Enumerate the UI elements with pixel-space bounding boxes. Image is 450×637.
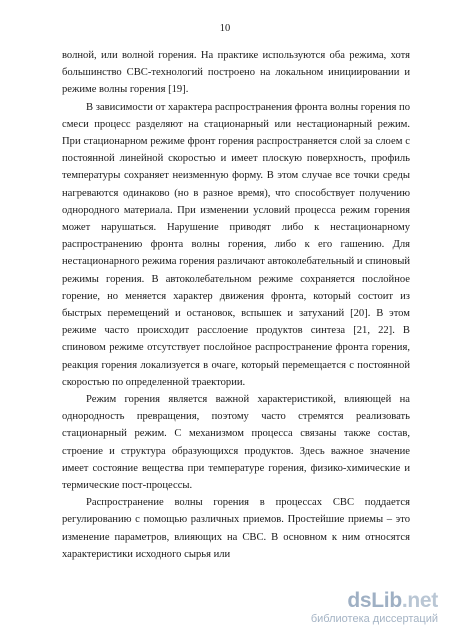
watermark bbox=[290, 589, 440, 629]
paragraph-3: Режим горения является важной характеристикой, влияющей на однородность превращения, поэтому часто стремятся реализовать стационарный режим. С механизмом процесса связаны также состав, строение и структура образующихся продуктов. Здесь важное значение имеет состояние вещества при температуре горения, физико-химические и термические пост-процессы. bbox=[62, 394, 410, 492]
watermark-logo-suffix: .net bbox=[401, 589, 438, 612]
paragraph-1: волной, или волной горения. На практике используются оба режима, хотя большинство СВС-технологий построено на локальном инициировании и режиме волны горения [19]. bbox=[62, 50, 410, 96]
page-number: 10 bbox=[219, 23, 231, 34]
paragraph-2: В зависимости от характера распространения фронта волны горения по смеси процесс разделяют на стационарный или нестационарный режим. При стационарном режиме фронт горения распространяется слой за слоем с постоянной линейной скоростью и имеет плоскую поверхность, профиль температуры сохраняет неизменную форму. В этом случае все точки среды нагреваются одинаково (но в разное время), что способствует получению однородного материала. При изменении условий процесса режим горения может нарушаться. Нарушение приводят либо к нестационарному распространению фронта волны горения, либо к его гашению. Для нестационарного режима горения различают автоколебательный и спиновый режимы горения. В автоколебательном режиме сохраняется послойное горение, но меняется характер движения фронта, который состоит из быстрых перемещений и остановок, вспышек и затуханий [20]. В этом режиме часто происходит расслоение продуктов синтеза [21, 22]. В спиновом режиме отсутствует послойное распространение фронта горения, реакция горения локализуется в очаге, который перемещается с постоянной скоростью по определенной траектории. bbox=[62, 101, 411, 388]
paragraph-4: Распространение волны горения в процессах СВС поддается регулированию с помощью различных приемов. Простейшие приемы – это изменение параметров, влияющих на СВС. В основном к ним относятся характеристики исходного сырья или bbox=[62, 497, 410, 560]
watermark-tagline: библиотека диссертаций bbox=[310, 613, 438, 625]
body-text bbox=[62, 47, 410, 563]
watermark-logo bbox=[347, 589, 438, 613]
watermark-logo-main: dsLib bbox=[347, 589, 402, 612]
